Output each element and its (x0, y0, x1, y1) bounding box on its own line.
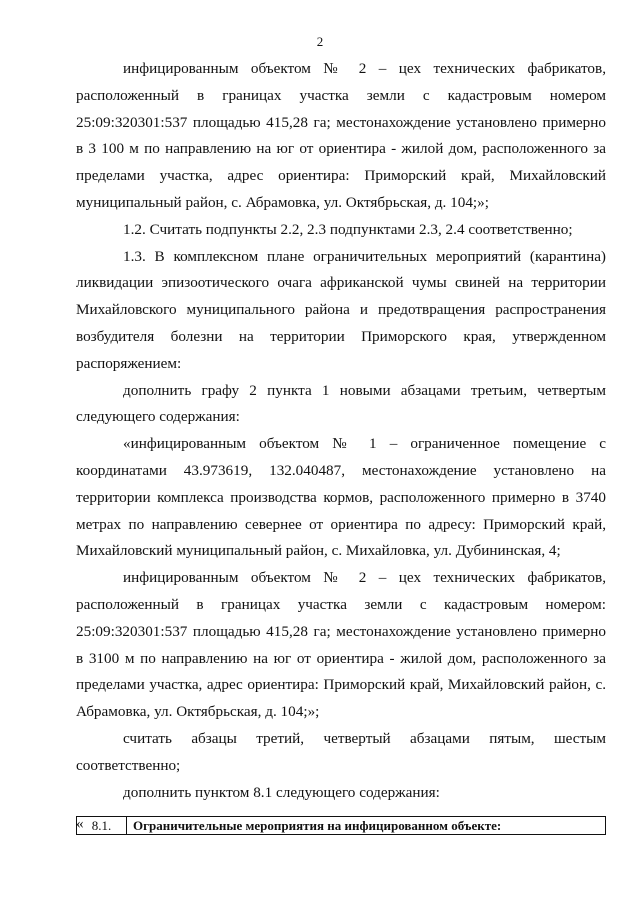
paragraph-1-2: 1.2. Считать подпункты 2.2, 2.3 подпунктами 2.3, 2.4 соответственно; (123, 220, 573, 238)
page-number: 2 (316, 34, 324, 49)
table-row (77, 817, 606, 835)
paragraph-1-3: 1.3. В комплексном плане ограничительных мероприятий (карантина) ликвидации эпизоотического очага африканской чумы свиней на территории Михайловского муниципального района и предотвращения распространения возбудителя болезни на территории Приморского края, утвержденном распоряжением: (76, 247, 606, 372)
paragraph-add-point-8-1: дополнить пунктом 8.1 следующего содержания: (123, 783, 440, 801)
paragraph-infected-object-1: «инфицированным объектом № 1 – ограниченное помещение с координатами 43.973619, 132.040487, местонахождение установлено на территории комплекса производства кормов, расположенного примерно в 3740 метрах по направлению севернее от ориентира по адресу: Приморский край, Михайловский муниципальный район, с. Михайловка, ул. Дубининская, 4; (76, 435, 606, 560)
paragraph-infected-object-2: инфицированным объектом № 2 – цех технических фабрикатов, расположенный в границах участка земли с кадастровым номером: 25:09:320301:537 площадью 415,28 га; местонахождение установлено примерно в 3100 м по направлению на юг от ориентира - жилой дом, расположенного за пределами участка, адрес ориентира: Приморский край, Михайловский район, с. Абрамовка, ул. Октябрьская, д. 104;»; (76, 569, 606, 721)
table-row-title: Ограничительные мероприятия на инфицированном объекте: (127, 817, 606, 835)
paragraph-infected-object-2-intro: инфицированным объектом № 2 – цех технических фабрикатов, расположенный в границах участка земли с кадастровым номером 25:09:320301:537 площадью 415,28 га; местонахождение установлено примерно в 3 100 м по направлению на юг от ориентира - жилой дом, расположенного за пределами участка, адрес ориентира: Приморский край, Михайловский муниципальный район, с. Абрамовка, ул. Октябрьская, д. 104;»; (76, 60, 606, 211)
paragraph-renumber-abzacy: считать абзацы третий, четвертый абзацами пятым, шестым соответственно; (76, 729, 606, 774)
document-body (76, 56, 606, 842)
paragraph-add-column-2: дополнить графу 2 пункта 1 новыми абзацами третьим, четвертым следующего содержания: (76, 381, 606, 426)
opening-quote-mark: « (76, 815, 84, 833)
measures-table (76, 816, 606, 835)
table-row-number: 8.1. (77, 817, 127, 835)
